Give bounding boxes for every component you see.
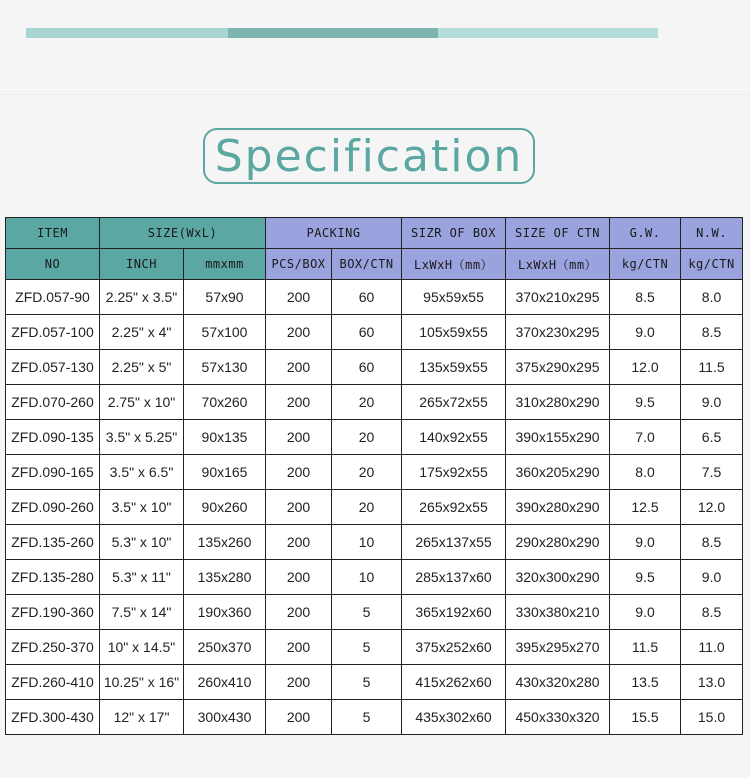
cell-net-weight: 15.0 bbox=[681, 700, 743, 735]
top-progress-bar bbox=[26, 28, 658, 38]
cell-item-no: ZFD.135-260 bbox=[6, 525, 100, 560]
cell-size-inch: 3.5" x 5.25" bbox=[100, 420, 184, 455]
cell-box-dimensions: 265x137x55 bbox=[402, 525, 506, 560]
table-row bbox=[6, 315, 743, 350]
cell-size-mm: 135x280 bbox=[184, 560, 266, 595]
section-divider bbox=[0, 94, 750, 95]
cell-net-weight: 13.0 bbox=[681, 665, 743, 700]
cell-size-inch: 2.25" x 3.5" bbox=[100, 280, 184, 315]
table-row bbox=[6, 700, 743, 735]
cell-size-mm: 57x130 bbox=[184, 350, 266, 385]
cell-ctn-dimensions: 320x300x290 bbox=[506, 560, 610, 595]
table-row bbox=[6, 665, 743, 700]
cell-size-mm: 70x260 bbox=[184, 385, 266, 420]
cell-ctn-dimensions: 370x210x295 bbox=[506, 280, 610, 315]
cell-item-no: ZFD.260-410 bbox=[6, 665, 100, 700]
top-bar-middle-segment bbox=[228, 28, 438, 38]
top-bar-left-segment bbox=[26, 28, 228, 38]
cell-box-per-ctn: 60 bbox=[332, 315, 402, 350]
cell-gross-weight: 9.5 bbox=[610, 560, 681, 595]
cell-size-mm: 135x260 bbox=[184, 525, 266, 560]
top-bar-right-segment bbox=[438, 28, 658, 38]
cell-ctn-dimensions: 430x320x280 bbox=[506, 665, 610, 700]
cell-gross-weight: 8.0 bbox=[610, 455, 681, 490]
cell-box-dimensions: 140x92x55 bbox=[402, 420, 506, 455]
header-size: SIZE(WxL) bbox=[100, 218, 266, 249]
cell-box-dimensions: 365x192x60 bbox=[402, 595, 506, 630]
cell-item-no: ZFD.190-360 bbox=[6, 595, 100, 630]
cell-pcs-per-box: 200 bbox=[266, 525, 332, 560]
cell-box-per-ctn: 5 bbox=[332, 665, 402, 700]
cell-box-per-ctn: 20 bbox=[332, 455, 402, 490]
cell-pcs-per-box: 200 bbox=[266, 665, 332, 700]
header-no: NO bbox=[6, 249, 100, 280]
cell-size-mm: 90x165 bbox=[184, 455, 266, 490]
cell-gross-weight: 13.5 bbox=[610, 665, 681, 700]
cell-pcs-per-box: 200 bbox=[266, 455, 332, 490]
cell-gross-weight: 9.5 bbox=[610, 385, 681, 420]
cell-box-per-ctn: 5 bbox=[332, 595, 402, 630]
header-mm: mmxmm bbox=[184, 249, 266, 280]
cell-size-inch: 10.25" x 16" bbox=[100, 665, 184, 700]
cell-ctn-dimensions: 390x155x290 bbox=[506, 420, 610, 455]
cell-pcs-per-box: 200 bbox=[266, 630, 332, 665]
table-row bbox=[6, 595, 743, 630]
cell-ctn-dimensions: 330x380x210 bbox=[506, 595, 610, 630]
cell-gross-weight: 12.5 bbox=[610, 490, 681, 525]
cell-box-per-ctn: 10 bbox=[332, 525, 402, 560]
cell-ctn-dimensions: 395x295x270 bbox=[506, 630, 610, 665]
header-pcs-box: PCS/BOX bbox=[266, 249, 332, 280]
cell-gross-weight: 12.0 bbox=[610, 350, 681, 385]
cell-net-weight: 7.5 bbox=[681, 455, 743, 490]
table-row bbox=[6, 630, 743, 665]
cell-box-dimensions: 175x92x55 bbox=[402, 455, 506, 490]
cell-item-no: ZFD.070-260 bbox=[6, 385, 100, 420]
cell-item-no: ZFD.090-135 bbox=[6, 420, 100, 455]
cell-ctn-dimensions: 290x280x290 bbox=[506, 525, 610, 560]
cell-item-no: ZFD.300-430 bbox=[6, 700, 100, 735]
cell-pcs-per-box: 200 bbox=[266, 490, 332, 525]
cell-size-mm: 300x430 bbox=[184, 700, 266, 735]
cell-box-per-ctn: 20 bbox=[332, 490, 402, 525]
cell-size-inch: 2.25" x 4" bbox=[100, 315, 184, 350]
cell-box-dimensions: 265x72x55 bbox=[402, 385, 506, 420]
cell-pcs-per-box: 200 bbox=[266, 595, 332, 630]
cell-size-mm: 90x260 bbox=[184, 490, 266, 525]
header-packing: PACKING bbox=[266, 218, 402, 249]
header-size-of-box: SIZR OF BOX bbox=[402, 218, 506, 249]
cell-gross-weight: 9.0 bbox=[610, 595, 681, 630]
cell-size-mm: 57x90 bbox=[184, 280, 266, 315]
cell-box-dimensions: 95x59x55 bbox=[402, 280, 506, 315]
cell-net-weight: 9.0 bbox=[681, 385, 743, 420]
cell-net-weight: 6.5 bbox=[681, 420, 743, 455]
cell-item-no: ZFD.090-165 bbox=[6, 455, 100, 490]
cell-net-weight: 12.0 bbox=[681, 490, 743, 525]
header-ctn-dimensions: LxWxH（mm） bbox=[506, 249, 610, 280]
cell-size-mm: 260x410 bbox=[184, 665, 266, 700]
cell-pcs-per-box: 200 bbox=[266, 315, 332, 350]
cell-item-no: ZFD.090-260 bbox=[6, 490, 100, 525]
header-item: ITEM bbox=[6, 218, 100, 249]
cell-pcs-per-box: 200 bbox=[266, 385, 332, 420]
table-row bbox=[6, 420, 743, 455]
cell-ctn-dimensions: 375x290x295 bbox=[506, 350, 610, 385]
table-row bbox=[6, 560, 743, 595]
cell-box-per-ctn: 5 bbox=[332, 630, 402, 665]
cell-item-no: ZFD.057-130 bbox=[6, 350, 100, 385]
cell-size-inch: 5.3" x 10" bbox=[100, 525, 184, 560]
cell-pcs-per-box: 200 bbox=[266, 560, 332, 595]
cell-size-inch: 5.3" x 11" bbox=[100, 560, 184, 595]
table-header-row-1 bbox=[6, 218, 743, 249]
cell-item-no: ZFD.135-280 bbox=[6, 560, 100, 595]
cell-net-weight: 8.5 bbox=[681, 525, 743, 560]
cell-box-per-ctn: 60 bbox=[332, 350, 402, 385]
cell-net-weight: 8.0 bbox=[681, 280, 743, 315]
header-inch: INCH bbox=[100, 249, 184, 280]
header-box-ctn: BOX/CTN bbox=[332, 249, 402, 280]
cell-box-dimensions: 415x262x60 bbox=[402, 665, 506, 700]
cell-size-inch: 3.5" x 6.5" bbox=[100, 455, 184, 490]
cell-box-dimensions: 105x59x55 bbox=[402, 315, 506, 350]
table-row bbox=[6, 280, 743, 315]
cell-item-no: ZFD.250-370 bbox=[6, 630, 100, 665]
cell-box-dimensions: 265x92x55 bbox=[402, 490, 506, 525]
cell-size-inch: 2.75" x 10" bbox=[100, 385, 184, 420]
header-gw-unit: kg/CTN bbox=[610, 249, 681, 280]
header-net-weight: N.W. bbox=[681, 218, 743, 249]
page-title: Specification bbox=[203, 128, 535, 184]
cell-net-weight: 8.5 bbox=[681, 315, 743, 350]
header-gross-weight: G.W. bbox=[610, 218, 681, 249]
cell-ctn-dimensions: 390x280x290 bbox=[506, 490, 610, 525]
table-header-row-2 bbox=[6, 249, 743, 280]
cell-gross-weight: 7.0 bbox=[610, 420, 681, 455]
header-size-of-ctn: SIZE OF CTN bbox=[506, 218, 610, 249]
table-row bbox=[6, 455, 743, 490]
cell-net-weight: 11.0 bbox=[681, 630, 743, 665]
cell-size-mm: 250x370 bbox=[184, 630, 266, 665]
cell-box-dimensions: 375x252x60 bbox=[402, 630, 506, 665]
table-row bbox=[6, 385, 743, 420]
cell-size-mm: 90x135 bbox=[184, 420, 266, 455]
cell-item-no: ZFD.057-90 bbox=[6, 280, 100, 315]
cell-pcs-per-box: 200 bbox=[266, 700, 332, 735]
cell-box-dimensions: 135x59x55 bbox=[402, 350, 506, 385]
cell-gross-weight: 15.5 bbox=[610, 700, 681, 735]
cell-net-weight: 9.0 bbox=[681, 560, 743, 595]
cell-gross-weight: 11.5 bbox=[610, 630, 681, 665]
table-row bbox=[6, 350, 743, 385]
specification-table bbox=[5, 217, 743, 735]
cell-pcs-per-box: 200 bbox=[266, 420, 332, 455]
cell-size-inch: 7.5" x 14" bbox=[100, 595, 184, 630]
cell-pcs-per-box: 200 bbox=[266, 350, 332, 385]
cell-size-inch: 10" x 14.5" bbox=[100, 630, 184, 665]
header-nw-unit: kg/CTN bbox=[681, 249, 743, 280]
cell-ctn-dimensions: 360x205x290 bbox=[506, 455, 610, 490]
table-row bbox=[6, 490, 743, 525]
cell-box-dimensions: 285x137x60 bbox=[402, 560, 506, 595]
cell-size-inch: 12" x 17" bbox=[100, 700, 184, 735]
cell-gross-weight: 8.5 bbox=[610, 280, 681, 315]
cell-item-no: ZFD.057-100 bbox=[6, 315, 100, 350]
cell-gross-weight: 9.0 bbox=[610, 525, 681, 560]
cell-box-per-ctn: 20 bbox=[332, 385, 402, 420]
cell-box-dimensions: 435x302x60 bbox=[402, 700, 506, 735]
cell-ctn-dimensions: 370x230x295 bbox=[506, 315, 610, 350]
cell-box-per-ctn: 5 bbox=[332, 700, 402, 735]
cell-net-weight: 8.5 bbox=[681, 595, 743, 630]
cell-size-inch: 2.25" x 5" bbox=[100, 350, 184, 385]
cell-box-per-ctn: 10 bbox=[332, 560, 402, 595]
table-row bbox=[6, 525, 743, 560]
cell-box-per-ctn: 20 bbox=[332, 420, 402, 455]
cell-ctn-dimensions: 450x330x320 bbox=[506, 700, 610, 735]
cell-size-mm: 57x100 bbox=[184, 315, 266, 350]
cell-pcs-per-box: 200 bbox=[266, 280, 332, 315]
header-box-dimensions: LxWxH（mm） bbox=[402, 249, 506, 280]
cell-box-per-ctn: 60 bbox=[332, 280, 402, 315]
cell-ctn-dimensions: 310x280x290 bbox=[506, 385, 610, 420]
cell-size-inch: 3.5" x 10" bbox=[100, 490, 184, 525]
cell-size-mm: 190x360 bbox=[184, 595, 266, 630]
cell-gross-weight: 9.0 bbox=[610, 315, 681, 350]
cell-net-weight: 11.5 bbox=[681, 350, 743, 385]
